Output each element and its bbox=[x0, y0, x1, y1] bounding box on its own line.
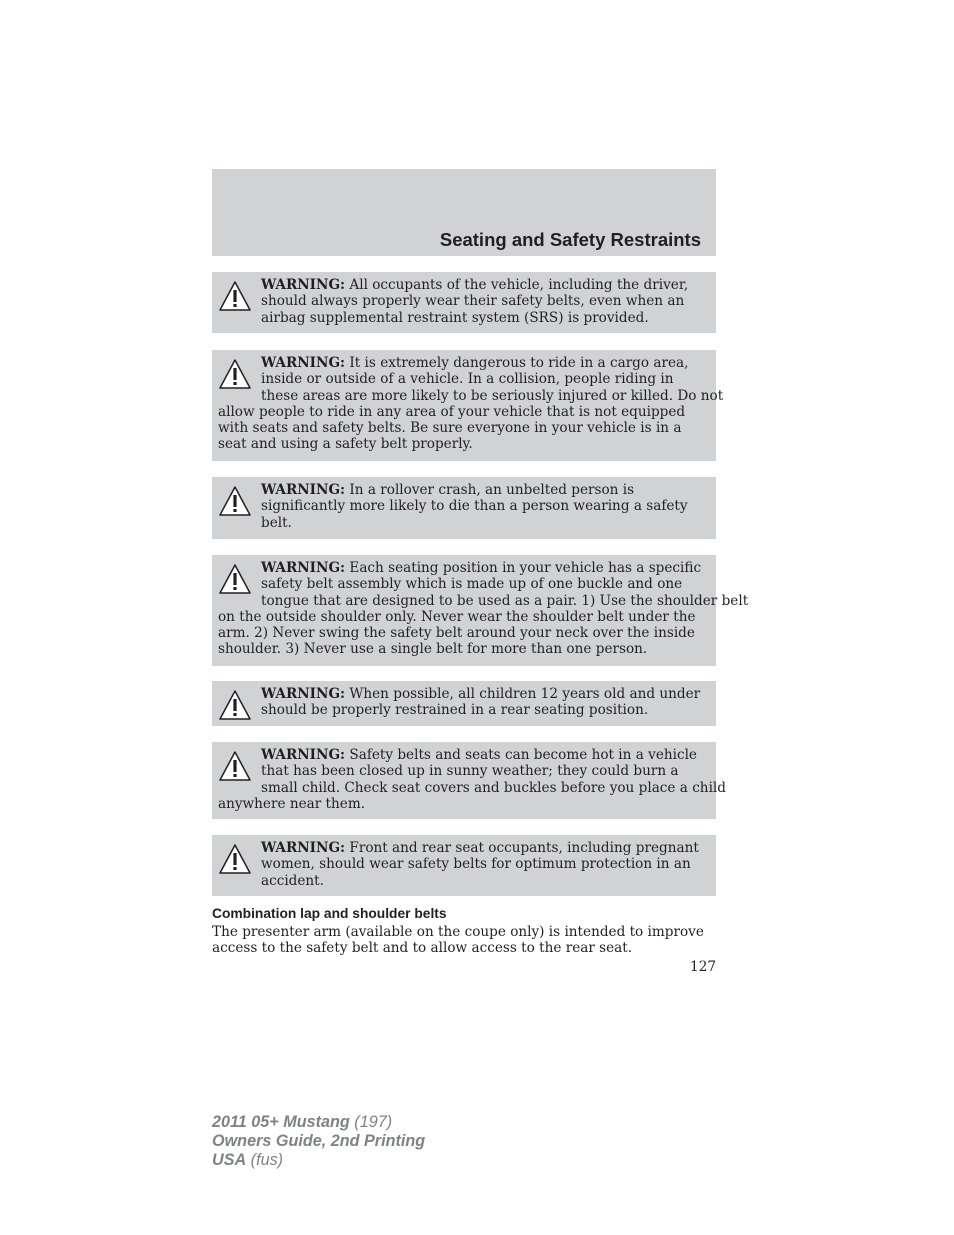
warning-line: arm. 2) Never swing the safety belt around your neck over the inside bbox=[218, 625, 695, 642]
warning-label: WARNING: bbox=[261, 747, 346, 763]
warning-label: WARNING: bbox=[261, 277, 346, 293]
warning-text bbox=[218, 840, 708, 889]
warning-line: safety belt assembly which is made up of one buckle and one bbox=[261, 576, 683, 593]
warning-box bbox=[212, 681, 716, 726]
footer-model-code: (197) bbox=[349, 1113, 393, 1131]
warning-line: In a rollover crash, an unbelted person is bbox=[345, 482, 635, 498]
warning-text bbox=[218, 686, 708, 719]
warning-line: these areas are more likely to be seriously injured or killed. Do not bbox=[261, 387, 724, 404]
warning-line: seat and using a safety belt properly. bbox=[218, 436, 473, 453]
warning-triangle-icon bbox=[218, 689, 252, 721]
section-heading: Combination lap and shoulder belts bbox=[212, 906, 447, 921]
warning-line: It is extremely dangerous to ride in a cargo area, bbox=[345, 355, 689, 371]
warning-line: accident. bbox=[261, 872, 324, 889]
warning-line: small child. Check seat covers and buckles before you place a child bbox=[261, 779, 726, 796]
section-title: Seating and Safety Restraints bbox=[439, 229, 701, 250]
page-number: 127 bbox=[690, 959, 716, 975]
warning-line: tongue that are designed to be used as a pair. 1) Use the shoulder belt bbox=[261, 592, 749, 609]
section-header-band bbox=[212, 169, 716, 256]
warning-label: WARNING: bbox=[261, 355, 346, 371]
footer-line-1 bbox=[212, 1113, 425, 1132]
warning-triangle-icon bbox=[218, 485, 252, 517]
body-line: access to the safety belt and to allow access to the rear seat. bbox=[212, 940, 633, 957]
warning-triangle-icon bbox=[218, 280, 252, 312]
warning-line: women, should wear safety belts for optimum protection in an bbox=[261, 856, 691, 873]
warning-text bbox=[218, 355, 724, 453]
footer-line-2 bbox=[212, 1132, 425, 1151]
warning-triangle-icon bbox=[218, 843, 252, 875]
warning-box bbox=[212, 742, 726, 819]
footer-printing: Owners Guide, 2nd Printing bbox=[212, 1132, 426, 1150]
warning-text bbox=[218, 277, 708, 326]
warning-label: WARNING: bbox=[261, 686, 346, 702]
document-footer bbox=[212, 1113, 425, 1170]
warning-text bbox=[218, 747, 726, 812]
warning-box bbox=[212, 477, 716, 539]
warning-label: WARNING: bbox=[261, 560, 346, 576]
warning-line: Safety belts and seats can become hot in a vehicle bbox=[345, 747, 697, 763]
warning-line: shoulder. 3) Never use a single belt for more than one person. bbox=[218, 641, 648, 658]
warning-box bbox=[212, 350, 724, 461]
footer-region: USA bbox=[212, 1151, 247, 1169]
warning-line: that has been closed up in sunny weather; they could burn a bbox=[261, 763, 679, 780]
body-line: The presenter arm (available on the coupe only) is intended to improve bbox=[212, 924, 704, 940]
warning-label: WARNING: bbox=[261, 840, 346, 856]
warning-line: should be properly restrained in a rear seating position. bbox=[261, 702, 649, 719]
warning-text bbox=[218, 560, 749, 658]
footer-model: 2011 05+ Mustang bbox=[212, 1113, 350, 1131]
warning-line: Each seating position in your vehicle has a specific bbox=[345, 560, 702, 576]
warning-line: with seats and safety belts. Be sure everyone in your vehicle is in a bbox=[218, 420, 682, 437]
footer-region-code: (fus) bbox=[246, 1151, 284, 1169]
warning-line: should always properly wear their safety belts, even when an bbox=[261, 293, 685, 310]
warning-triangle-icon bbox=[218, 358, 252, 390]
warning-label: WARNING: bbox=[261, 482, 346, 498]
warning-line: When possible, all children 12 years old and under bbox=[345, 686, 701, 702]
warning-triangle-icon bbox=[218, 563, 252, 595]
body-paragraph bbox=[212, 924, 716, 957]
warning-line: airbag supplemental restraint system (SRS) is provided. bbox=[261, 309, 649, 326]
warning-line: inside or outside of a vehicle. In a collision, people riding in bbox=[261, 371, 674, 388]
warning-box bbox=[212, 272, 716, 333]
warning-box bbox=[212, 555, 749, 666]
warning-line: on the outside shoulder only. Never wear the shoulder belt under the bbox=[218, 608, 696, 625]
warning-text bbox=[218, 482, 708, 531]
warning-triangle-icon bbox=[218, 750, 252, 782]
warning-line: All occupants of the vehicle, including the driver, bbox=[345, 277, 689, 293]
warning-line: anywhere near them. bbox=[218, 795, 366, 812]
warning-line: significantly more likely to die than a person wearing a safety bbox=[261, 498, 688, 515]
warning-line: Front and rear seat occupants, including pregnant bbox=[345, 840, 699, 856]
warning-line: allow people to ride in any area of your vehicle that is not equipped bbox=[218, 403, 686, 420]
warning-line: belt. bbox=[261, 514, 292, 531]
footer-line-3 bbox=[212, 1151, 425, 1170]
warning-box bbox=[212, 835, 716, 896]
